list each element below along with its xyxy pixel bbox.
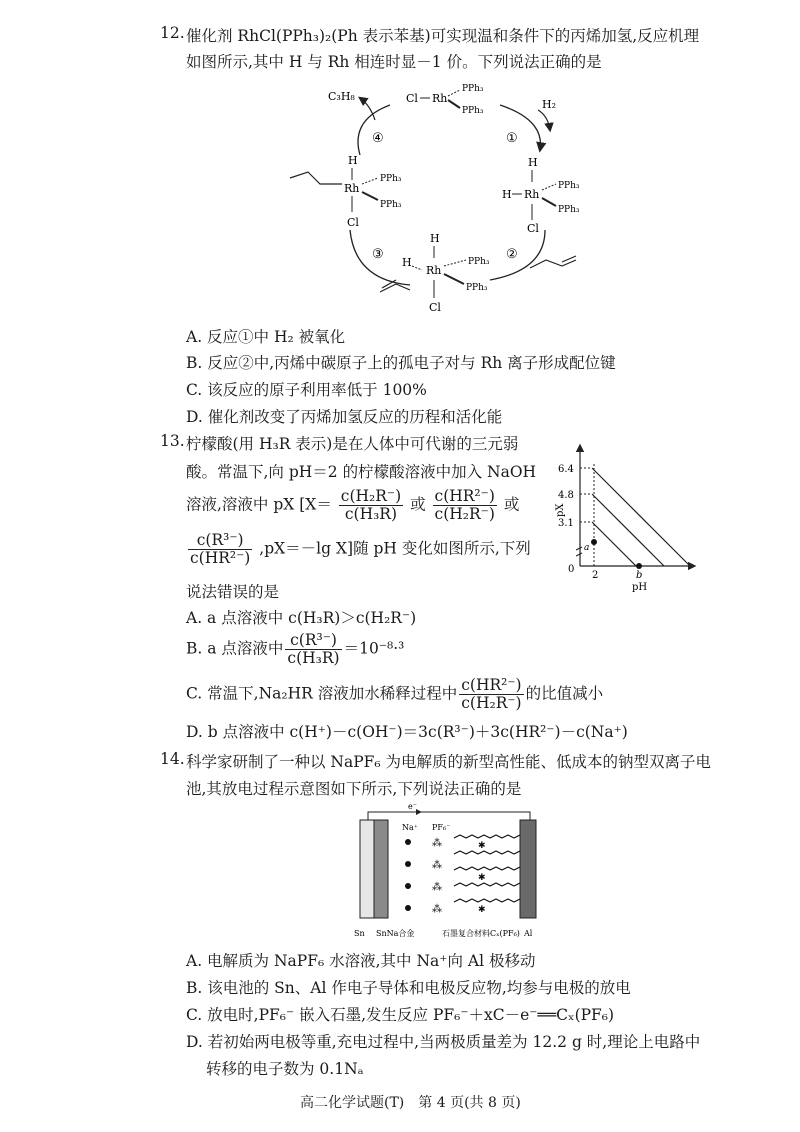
c3h8-label: C₃H₈ [328, 90, 355, 103]
pf6-ion-label: PF₆⁻ [432, 823, 451, 832]
q12-number: 12. [160, 24, 185, 42]
al-label: Al [524, 929, 533, 938]
svg-text:PPh₃: PPh₃ [558, 205, 580, 215]
q14-line1: 科学家研制了一种以 NaPF₆ 为电解质的新型高性能、低成本的钠型双离子电 [186, 753, 712, 771]
q12-option-b: B. 反应②中,丙烯中碳原子上的孤电子对与 Rh 离子形成配位键 [186, 354, 616, 372]
line-3 [592, 522, 636, 566]
svg-text:✱: ✱ [478, 873, 486, 883]
svg-text:Rh: Rh [344, 182, 360, 195]
q13-line2: 酸。常温下,向 pH＝2 的柠檬酸溶液中加入 NaOH [186, 463, 537, 481]
svg-text:H: H [402, 256, 412, 269]
q13-option-d: D. b 点溶液中 c(H⁺)－c(OH⁻)＝3c(R³⁻)＋3c(HR²⁻)－c(Na⁺) [186, 723, 628, 741]
step2-label: ② [506, 247, 518, 262]
line-1 [592, 468, 690, 566]
al-electrode [520, 820, 536, 918]
graphite-label: 石墨复合材料Cₓ(PF₆) [442, 929, 520, 938]
na-ions [405, 839, 411, 911]
snna-label: SnNa合金 [376, 929, 415, 938]
q13-line1: 柠檬酸(用 H₃R 表示)是在人体中可代谢的三元弱 [186, 435, 519, 453]
svg-text:PPh₃: PPh₃ [468, 257, 490, 267]
b-label: b [636, 570, 643, 581]
svg-text:⁂: ⁂ [432, 904, 442, 915]
snna-electrode [374, 820, 388, 918]
svg-text:Cl: Cl [429, 301, 441, 314]
q14-line2: 池,其放电过程示意图如下所示,下列说法正确的是 [186, 780, 522, 798]
q12-stem-line2: 如图所示,其中 H 与 Rh 相连时显－1 价。下列说法正确的是 [186, 53, 602, 71]
svg-text:H: H [528, 156, 538, 169]
q13-number: 13. [160, 432, 185, 450]
q13-option-a: A. a 点溶液中 c(H₃R)＞c(H₂R⁻) [186, 609, 417, 627]
step1-label: ① [506, 131, 518, 146]
svg-text:Cl: Cl [527, 222, 539, 235]
point-a [591, 539, 597, 545]
q12-option-d: D. 催化剂改变了丙烯加氢反应的历程和活化能 [186, 408, 503, 426]
svg-text:⁂: ⁂ [432, 882, 442, 893]
page-footer: 高二化学试题(T) 第 4 页(共 8 页) [300, 1095, 521, 1111]
q14-number: 14. [160, 750, 185, 768]
q12-stem-line1: 催化剂 RhCl(PPh₃)₂(Ph 表示苯基)可实现温和条件下的丙烯加氢,反应机理 [186, 27, 700, 45]
q13-line3: 溶液,溶液中 pX [X＝ $\frac{\text{c(H₂R⁻)}}{\text{c(H₃R)}}$ 或 $\frac{\text{c(HR²⁻)}}{\text{c(H₂R⁻)}}$ 或 [186, 487, 520, 523]
na-ion-label: Na⁺ [402, 823, 418, 832]
q12-catalytic-cycle-diagram [280, 80, 610, 325]
q14-option-c: C. 放电时,PF₆⁻ 嵌入石墨,发生反应 PF₆⁻＋xC－e⁻══Cₓ(PF₆) [186, 1006, 615, 1024]
svg-text:PPh₃: PPh₃ [380, 174, 402, 184]
y-axis-label: pX [555, 503, 566, 517]
svg-text:Rh: Rh [432, 92, 448, 105]
svg-text:PPh₃: PPh₃ [466, 283, 488, 293]
sn-label: Sn [354, 929, 365, 938]
svg-text:PPh₃: PPh₃ [462, 106, 484, 116]
svg-text:H: H [430, 232, 440, 245]
step3-label: ③ [372, 247, 384, 262]
point-b [636, 563, 642, 569]
q13-frac1: $\frac{\text{c(H₂R⁻)}}{\text{c(H₃R)}}$ [340, 487, 402, 523]
svg-text:H: H [348, 154, 358, 167]
a-label: a [584, 543, 590, 553]
pf6-ions [432, 838, 442, 915]
q14-option-b: B. 该电池的 Sn、Al 作电子导体和电极反应物,均参与电极的放电 [186, 979, 631, 997]
origin-label: 0 [568, 564, 575, 575]
sn-electrode [360, 820, 374, 918]
svg-text:Cl: Cl [347, 216, 359, 229]
q13-px-ph-graph [548, 438, 698, 593]
ytick-3-1: 3.1 [558, 518, 574, 529]
q13-option-c: C. 常温下,Na₂HR 溶液加水稀释过程中 $\frac{\text{c(HR²⁻)}}{\text{c(H₂R⁻)}}$ 的比值减小 [186, 676, 604, 712]
graphite-layers [454, 835, 520, 902]
q13-line4: $\frac{\text{c(R³⁻)}}{\text{c(HR²⁻)}}$ ,pX＝－lg X]随 pH 变化如图所示,下列 [190, 531, 531, 567]
svg-text:H: H [502, 188, 512, 201]
svg-text:⁂: ⁂ [432, 860, 442, 871]
svg-text:✱: ✱ [478, 841, 486, 851]
svg-text:✱: ✱ [478, 905, 486, 915]
step4-label: ④ [372, 131, 384, 146]
svg-text:Rh: Rh [524, 188, 540, 201]
svg-text:PPh₃: PPh₃ [462, 84, 484, 94]
svg-text:⁂: ⁂ [432, 838, 442, 849]
ytick-6-4: 6.4 [558, 464, 574, 475]
q13-frac2: $\frac{\text{c(HR²⁻)}}{\text{c(H₂R⁻)}}$ [434, 487, 495, 523]
q13-option-b: B. a 点溶液中 $\frac{\text{c(R³⁻)}}{\text{c(H₃R)}}$ ＝10⁻⁸·³ [186, 631, 405, 667]
q13-line5: 说法错误的是 [186, 583, 280, 601]
xtick-2: 2 [592, 570, 599, 581]
svg-text:PPh₃: PPh₃ [558, 181, 580, 191]
svg-text:Rh: Rh [426, 264, 442, 277]
svg-text:Cl: Cl [406, 92, 418, 105]
ytick-4-8: 4.8 [558, 490, 574, 501]
q14-option-d-line2: 转移的电子数为 0.1Nₐ [206, 1060, 364, 1078]
q12-option-c: C. 该反应的原子利用率低于 100% [186, 381, 427, 399]
q14-battery-diagram [350, 800, 550, 945]
q12-option-a: A. 反应①中 H₂ 被氧化 [186, 328, 346, 346]
svg-text:PPh₃: PPh₃ [380, 200, 402, 210]
electron-label: e⁻ [408, 802, 417, 811]
q14-option-d-line1: D. 若初始两电极等重,充电过程中,当两极质量差为 12.2 g 时,理论上电路中 [186, 1033, 701, 1051]
h2-label: H₂ [542, 98, 557, 111]
x-axis-label: pH [632, 582, 648, 593]
q13-frac3: $\frac{\text{c(R³⁻)}}{\text{c(HR²⁻)}}$ [190, 531, 251, 567]
arc-step4 [358, 105, 390, 155]
q14-option-a: A. 电解质为 NaPF₆ 水溶液,其中 Na⁺向 Al 极移动 [186, 952, 536, 970]
